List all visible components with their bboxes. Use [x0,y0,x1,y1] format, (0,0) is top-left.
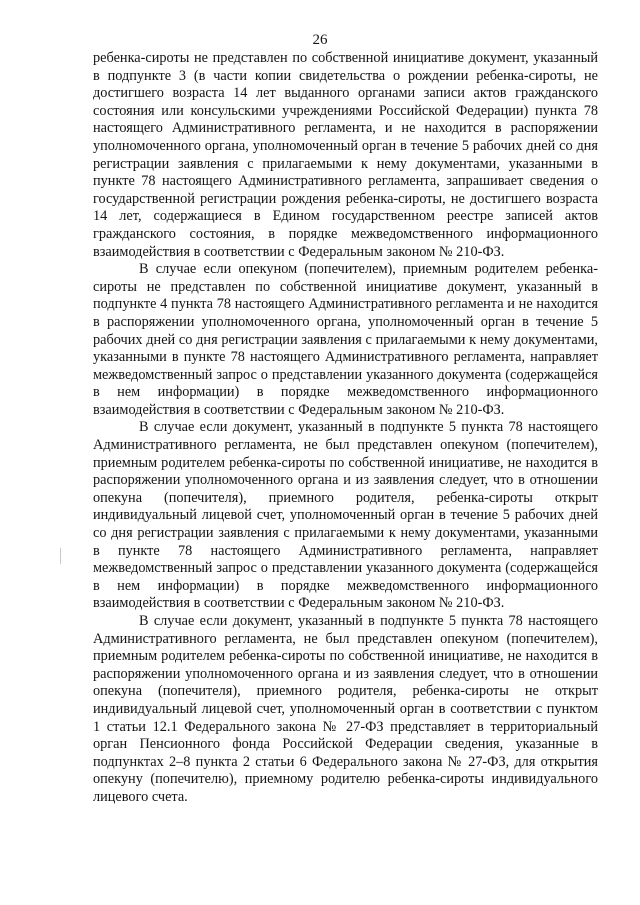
paragraph: В случае если документ, указанный в подпункте 5 пункта 78 настоящего Административного регламента, не был представлен опекуном (попечителем), приемным родителем ребенка-сироты по собственной инициативе, не находится в распоряжении уполномоченного органа и из заявления следует, что в отношении опекуна (попечителя), приемного родителя, ребенка-сироты открыт индивидуальный лицевой счет, уполномоченный орган в течение 5 рабочих дней со дня регистрации заявления с прилагаемыми к нему документами, указанными в пункте 78 настоящего Административного регламента, направляет межведомственный запрос о представлении указанного документа (содержащейся в нем информации) в порядке межведомственного информационного взаимодействия в соответствии с Федеральным законом № 210-ФЗ. [93,419,598,612]
paragraph-continuation: ребенка-сироты не представлен по собственной инициативе документ, указанный в подпункте 3 (в части копии свидетельства о рождении ребенка-сироты, не достигшего возраста 14 лет выданного органами записи актов гражданского состояния или консульскими учреждениями Российской Федерации) пункта 78 настоящего Административного регламента, и не находится в распоряжении уполномоченного органа, уполномоченный орган в течение 5 рабочих дней со дня регистрации заявления с прилагаемыми к нему документами, указанными в пункте 78 настоящего Административного регламента, запрашивает сведения о государственной регистрации рождения ребенка-сироты, не достигшего возраста 14 лет, содержащиеся в Едином государственном реестре записей актов гражданского состояния, в порядке межведомственного информационного взаимодействия в соответствии с Федеральным законом № 210-ФЗ. [93,50,598,260]
scan-artifact-mark [60,548,61,564]
page-number: 26 [312,32,328,48]
paragraph: В случае если опекуном (попечителем), приемным родителем ребенка-сироты не представлен по собственной инициативе документ, указанный в подпункте 4 пункта 78 настоящего Административного регламента и не находится в распоряжении уполномоченного органа, уполномоченный орган в течение 5 рабочих дней со дня регистрации заявления с прилагаемыми к нему документами, указанными в пункте 78 настоящего Административного регламента, направляет межведомственный запрос о представлении указанного документа (содержащейся в нем информации) в порядке межведомственного информационного взаимодействия в соответствии с Федеральным законом № 210-ФЗ. [93,261,598,418]
document-body [93,50,598,807]
paragraph: В случае если документ, указанный в подпункте 5 пункта 78 настоящего Административного регламента, не был представлен опекуном (попечителем), приемным родителем ребенка-сироты по собственной инициативе, не находится в распоряжении уполномоченного органа и из заявления следует, что в отношении опекуна (попечителя), приемного родителя, ребенка-сироты не открыт индивидуальный лицевой счет, уполномоченный орган в соответствии с пунктом 1 статьи 12.1 Федерального закона № 27-ФЗ представляет в территориальный орган Пенсионного фонда Российской Федерации сведения, указанные в подпунктах 2–8 пункта 2 статьи 6 Федерального закона № 27-ФЗ, для открытия опекуну (попечителю), приемному родителю ребенка-сироты индивидуального лицевого счета. [93,613,598,805]
